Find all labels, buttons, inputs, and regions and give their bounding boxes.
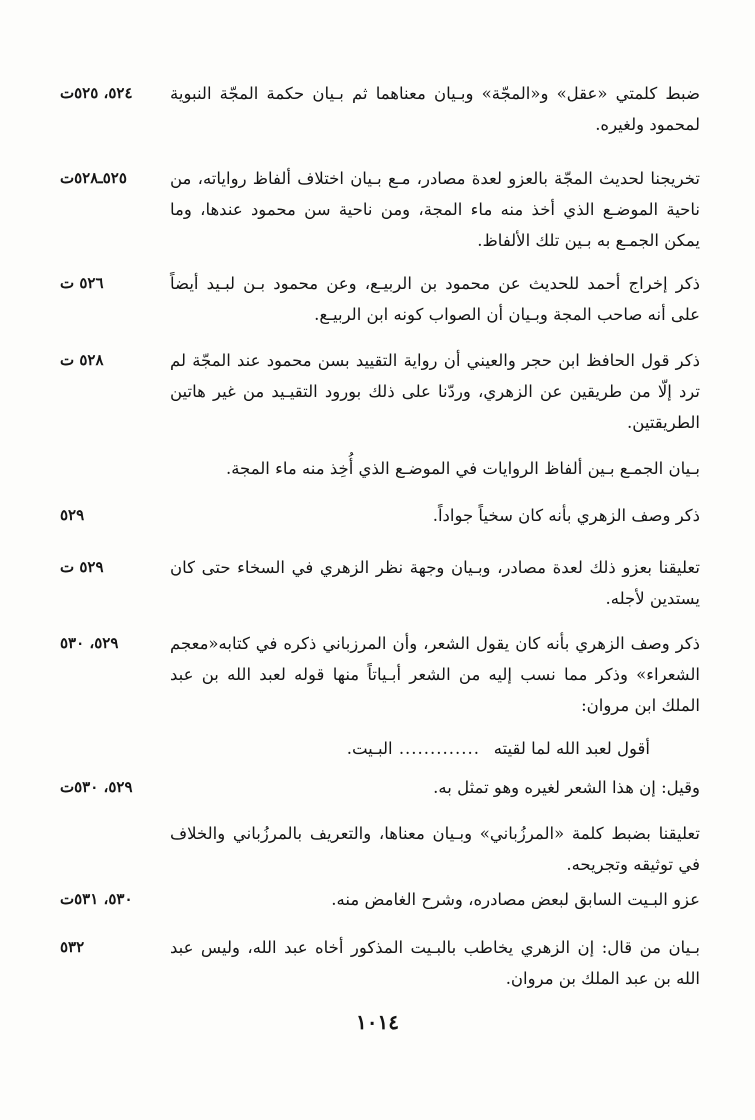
entry-text: ذكر قول الحافظ ابن حجر والعيني أن رواية التقييد بسن محمود عند المجّة لم ترد إلّا من طريقين عن الزهري، وردّنا على ذلك بورود التقيـيد من غير هاتين الطريقتين. xyxy=(170,351,700,432)
page-reference: ٥٢٤، ٥٢٥ت xyxy=(60,84,133,102)
entry-text: ذكر وصف الزهري بأنه كان سخياً جواداً. xyxy=(432,506,700,525)
page-reference: ٥٢٦ ت xyxy=(60,274,104,292)
page-reference: ٥٣٢ xyxy=(60,938,85,956)
entry-text: ذكر وصف الزهري بأنه كان يقول الشعر، وأن المرزباني ذكره في كتابه«معجم الشعراء» وذكر مما نسب إليه من الشعر أبـياتاً منها قوله لعبد الله بن عبد الملك ابن مروان: xyxy=(170,634,700,715)
entry-text: تخريجنا لحديث المجّة بالعزو لعدة مصادر، مـع بـيان اختلاف ألفاظ رواياته، من ناحية الموضـع الذي أخذ منه ماء المجة، ومن ناحية سن محمود عندها، وما يمكن الجمـع به بـين تلك الألفاظ. xyxy=(170,169,700,250)
verse-ellipsis: ............. xyxy=(398,739,480,758)
page-reference: ٥٢٩، ٥٣٠ت xyxy=(60,778,133,796)
verse-first-hemistich: أقول لعبد الله لما لقيته xyxy=(493,739,650,758)
entry-text: ضبط كلمتي «عقل» و«المجّة» وبـيان معناهما ثم بـيان حكمة المجّة النبوية لمحمود ولغيره. xyxy=(170,84,700,134)
entry-text: بـيان من قال: إن الزهري يخاطب بالبـيت المذكور أخاه عبد الله، وليس عبد الله بن عبد الملك بن مروان. xyxy=(170,938,700,988)
page-reference: ٥٢٥ـ٥٢٨ت xyxy=(60,169,127,187)
page-reference: ٥٣٠، ٥٣١ت xyxy=(60,890,133,908)
verse-second-hemistich: البـيت. xyxy=(346,739,393,758)
page-reference: ٥٢٩، ٥٣٠ xyxy=(60,634,119,652)
page-reference: ٥٢٨ ت xyxy=(60,351,104,369)
entry-text: تعليقنا بضبط كلمة «المرزُباني» وبـيان معناها، والتعريف بالمرزُباني والخلاف في توثيقه وتجريحه. xyxy=(170,824,700,874)
page-reference: ٥٢٩ xyxy=(60,506,85,524)
entry-text: ذكر إخراج أحمد للحديث عن محمود بن الربيـع، وعن محمود بـن لبـيد أيضاً على أنه صاحب المجة وبـيان أن الصواب كونه ابن الربيـع. xyxy=(170,274,700,324)
entry-text: تعليقنا بعزو ذلك لعدة مصادر، وبـيان وجهة نظر الزهري في السخاء حتى كان يستدين لأجله. xyxy=(170,558,700,608)
entry-text: عزو البـيت السابق لبعض مصادره، وشرح الغامض منه. xyxy=(331,890,700,909)
entry-text: بـيان الجمـع بـين ألفاظ الروايات في الموضـع الذي أُخِذ منه ماء المجة. xyxy=(225,459,700,478)
entry-text: وقيل: إن هذا الشعر لغيره وهو تمثل به. xyxy=(433,778,700,797)
verse-ellipsis-and-second xyxy=(347,733,480,764)
page-reference: ٥٢٩ ت xyxy=(60,558,104,576)
page-number: ١٠١٤ xyxy=(356,1010,399,1034)
